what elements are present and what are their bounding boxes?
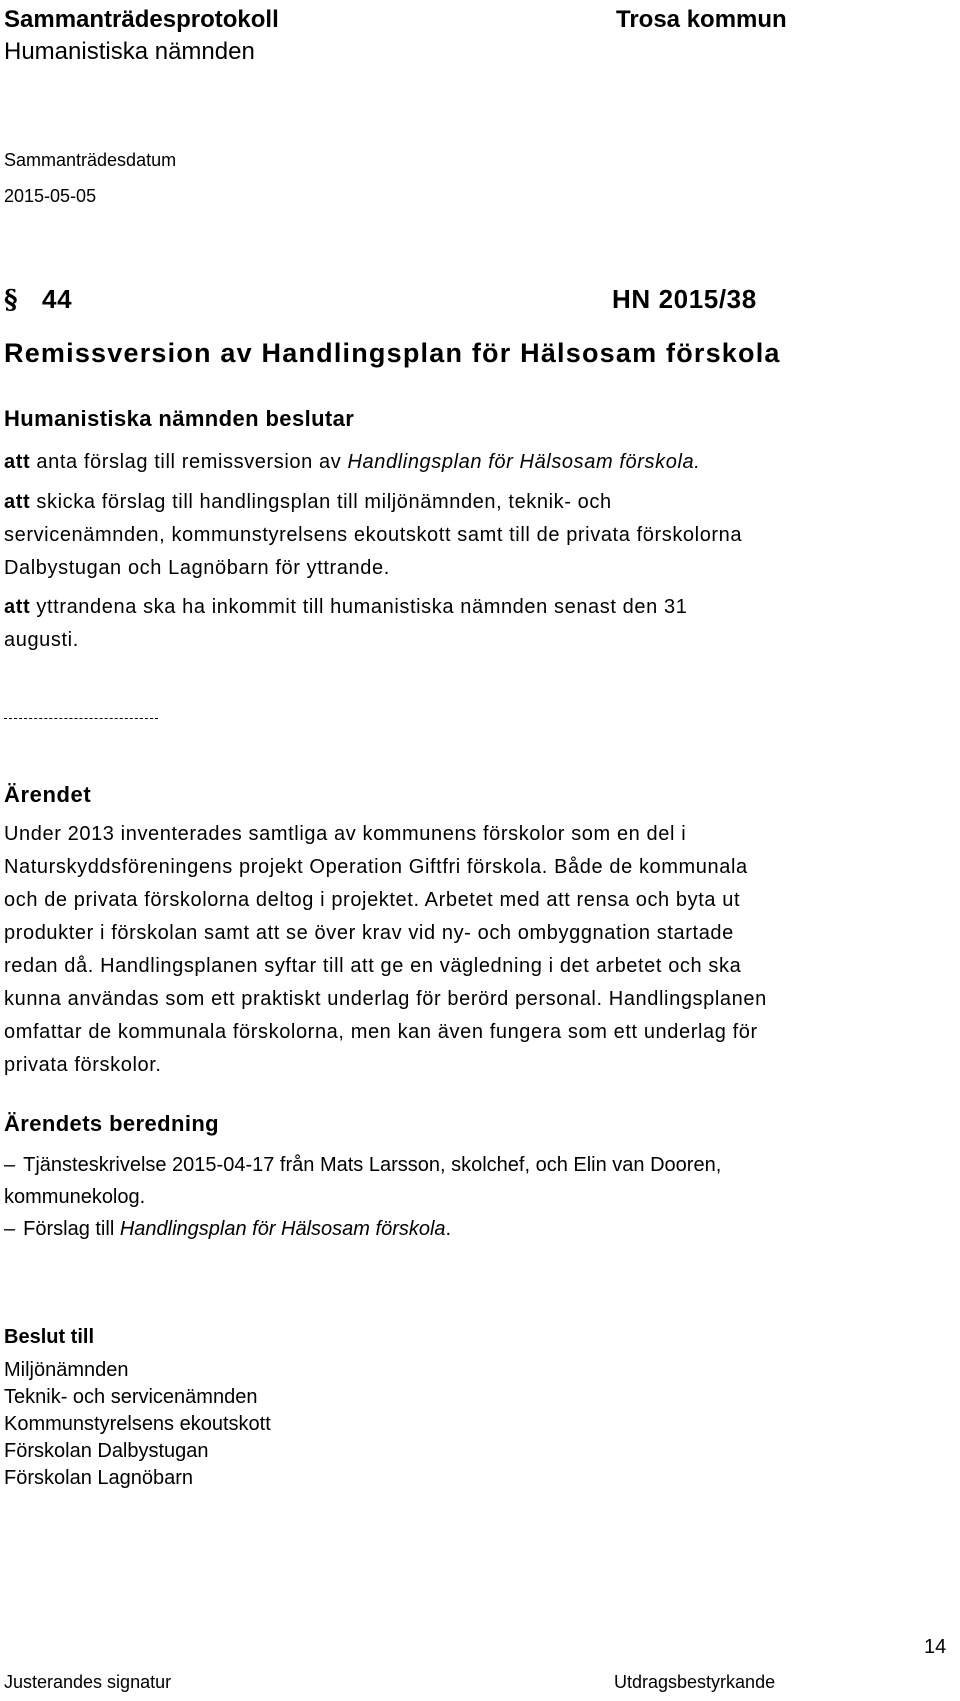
beslut-till-heading: Beslut till bbox=[4, 1326, 95, 1348]
beredning-item-1-line-2: kommunekolog. bbox=[4, 1186, 146, 1208]
decision-point-1-text: anta förslag till remissversion av bbox=[30, 451, 348, 473]
decision-point-3-line-2: augusti. bbox=[4, 629, 79, 651]
decision-point-2-line-3: Dalbystugan och Lagnöbarn för yttrande. bbox=[4, 557, 390, 579]
item-title: Remissversion av Handlingsplan för Hälsosam förskola bbox=[4, 338, 781, 368]
arendet-line: produkter i förskolan samt att se över krav vid ny- och ombyggnation startade bbox=[4, 922, 734, 944]
att-keyword: att bbox=[4, 596, 31, 618]
att-keyword: att bbox=[4, 451, 31, 473]
arendet-line: kunna användas som ett praktiskt underlag för berörd personal. Handlingsplanen bbox=[4, 988, 767, 1010]
beredning-heading: Ärendets beredning bbox=[4, 1111, 220, 1136]
dash-icon: – bbox=[4, 1154, 16, 1176]
paragraph-icon: § bbox=[4, 285, 19, 315]
att-keyword: att bbox=[4, 491, 31, 513]
meeting-date-value: 2015-05-05 bbox=[4, 186, 97, 206]
item-number: 44 bbox=[42, 284, 73, 314]
arendet-line: Naturskyddsföreningens projekt Operation Giftfri förskola. Både de kommunala bbox=[4, 856, 748, 878]
footer-certification-label: Utdragsbestyrkande bbox=[614, 1672, 776, 1692]
decision-point-2-line-2: servicenämnden, kommunstyrelsens ekoutskott samt till de privata förskolorna bbox=[4, 524, 743, 546]
arendet-line: Under 2013 inventerades samtliga av kommunens förskolor som en del i bbox=[4, 823, 687, 845]
meeting-date-label: Sammanträdesdatum bbox=[4, 150, 177, 170]
arendet-line: redan då. Handlingsplanen syftar till att ge en vägledning i det arbetet och ska bbox=[4, 955, 742, 977]
footer-signature-label: Justerandes signatur bbox=[4, 1672, 172, 1692]
recipient: Miljönämnden bbox=[4, 1359, 129, 1381]
decision-point-2-line-1: att skicka förslag till handlingsplan till miljönämnden, teknik- och bbox=[4, 491, 612, 513]
arendet-line: och de privata förskolorna deltog i projektet. Arbetet med att rensa och byta ut bbox=[4, 889, 741, 911]
paragraph-number bbox=[4, 284, 72, 315]
decision-point-1 bbox=[4, 451, 700, 474]
document-type: Sammanträdesprotokoll bbox=[4, 6, 279, 33]
decision-heading: Humanistiska nämnden beslutar bbox=[4, 406, 355, 431]
decision-point-1-italic: Handlingsplan för Hälsosam förskola. bbox=[347, 451, 701, 473]
decision-point-3-line-1: att yttrandena ska ha inkommit till humanistiska nämnden senast den 31 bbox=[4, 596, 688, 618]
recipient: Förskolan Dalbystugan bbox=[4, 1440, 209, 1462]
recipient: Kommunstyrelsens ekoutskott bbox=[4, 1413, 271, 1435]
separator-line bbox=[4, 718, 158, 719]
page-number: 14 bbox=[924, 1636, 947, 1658]
municipality-name: Trosa kommun bbox=[616, 6, 787, 33]
dash-icon: – bbox=[4, 1218, 16, 1240]
beredning-item-2: – Förslag till Handlingsplan för Hälsosam förskola. bbox=[4, 1218, 452, 1240]
committee-name: Humanistiska nämnden bbox=[4, 38, 255, 65]
recipient: Teknik- och servicenämnden bbox=[4, 1386, 258, 1408]
beredning-item-1-line-1: – Tjänsteskrivelse 2015-04-17 från Mats Larsson, skolchef, och Elin van Dooren, bbox=[4, 1154, 722, 1176]
recipient: Förskolan Lagnöbarn bbox=[4, 1467, 194, 1489]
diary-number: HN 2015/38 bbox=[612, 284, 757, 314]
arendet-heading: Ärendet bbox=[4, 782, 92, 807]
arendet-line: privata förskolor. bbox=[4, 1054, 162, 1076]
arendet-line: omfattar de kommunala förskolorna, men kan även fungera som ett underlag för bbox=[4, 1021, 758, 1043]
